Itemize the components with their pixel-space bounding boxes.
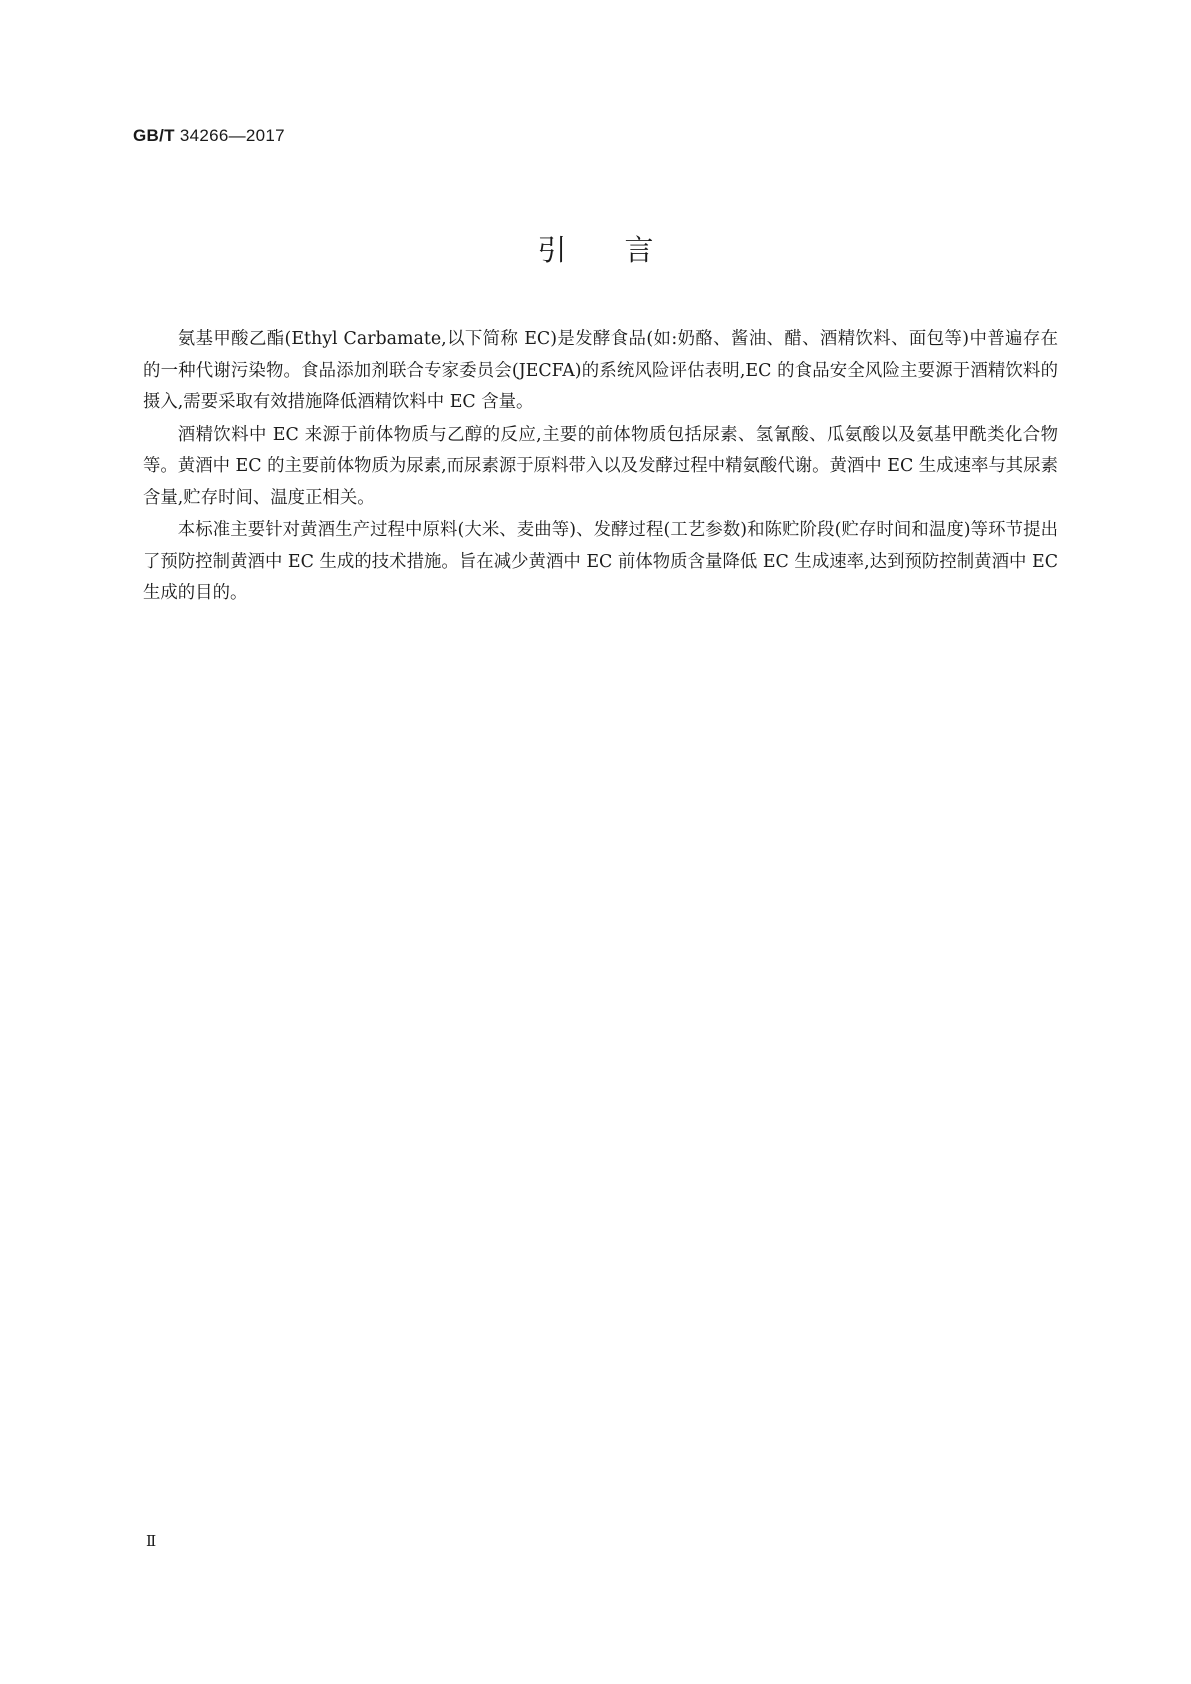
title-char-1: 引 — [537, 233, 567, 267]
standard-code — [133, 126, 285, 146]
introduction-body — [143, 324, 1058, 611]
paragraph-1: 氨基甲酸乙酯(Ethyl Carbamate,以下简称 EC)是发酵食品(如:奶酪、酱油、醋、酒精饮料、面包等)中普遍存在的一种代谢污染物。食品添加剂联合专家委员会(JECFA)的系统风险评估表明,EC 的食品安全风险主要源于酒精饮料的摄入,需要采取有效措施降低酒精饮料中 EC 含量。 — [143, 329, 1058, 412]
paragraph-3: 本标准主要针对黄酒生产过程中原料(大米、麦曲等)、发酵过程(工艺参数)和陈贮阶段(贮存时间和温度)等环节提出了预防控制黄酒中 EC 生成的技术措施。旨在减少黄酒中 EC 前体物质含量降低 EC 生成速率,达到预防控制黄酒中 EC 生成的目的。 — [143, 520, 1058, 603]
page-number: Ⅱ — [146, 1532, 157, 1550]
standard-prefix: GB/T — [133, 126, 175, 145]
page-title — [0, 228, 1191, 269]
standard-number: 34266—2017 — [179, 126, 285, 145]
title-char-2: 言 — [624, 233, 654, 267]
paragraph-2: 酒精饮料中 EC 来源于前体物质与乙醇的反应,主要的前体物质包括尿素、氢氰酸、瓜氨酸以及氨基甲酰类化合物等。黄酒中 EC 的主要前体物质为尿素,而尿素源于原料带入以及发酵过程中精氨酸代谢。黄酒中 EC 生成速率与其尿素含量,贮存时间、温度正相关。 — [143, 424, 1058, 508]
